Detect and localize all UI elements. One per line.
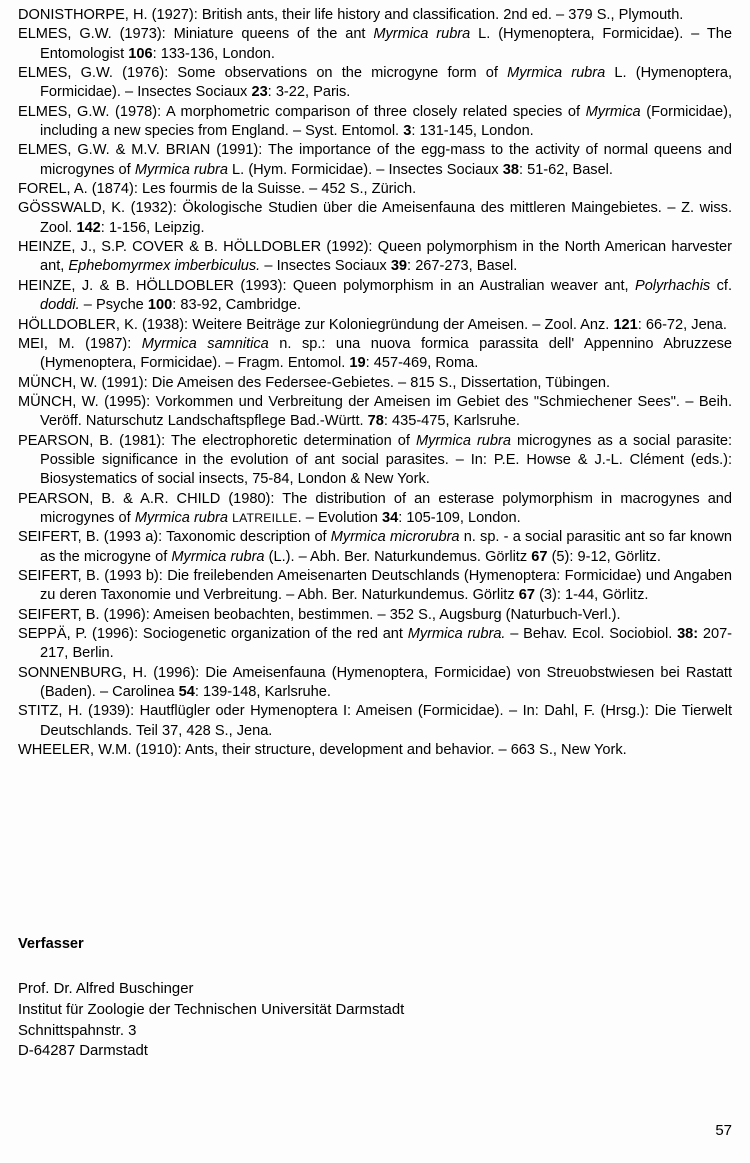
reference-entry: SONNENBURG, H. (1996): Die Ameisenfauna (Hymenoptera, Formicidae) von Streuobstwiesen bei Rastatt (Baden). – Carolinea 54: 139-148, Karlsruhe. — [18, 664, 732, 701]
reference-entry: WHEELER, W.M. (1910): Ants, their structure, development and behavior. – 663 S., New York. — [18, 742, 627, 759]
author-address-line: Prof. Dr. Alfred Buschinger — [18, 981, 194, 998]
page-number: 57 — [715, 1122, 732, 1139]
reference-entry: ELMES, G.W. (1978): A morphometric comparison of three closely related species of Myrmica (Formicidae), including a new species from England. – Syst. Entomol. 3: 131-145, London. — [18, 103, 732, 140]
author-address-line: Schnittspahnstr. 3 — [18, 1022, 137, 1039]
author-section — [18, 935, 618, 1062]
reference-list — [18, 6, 732, 760]
reference-entry: STITZ, H. (1939): Hautflügler oder Hymenoptera I: Ameisen (Formicidae). – In: Dahl, F. (Hrsg.): Die Tierwelt Deutschlands. Teil 37, 428 S., Jena. — [18, 703, 732, 739]
reference-entry: ELMES, G.W. & M.V. BRIAN (1991): The importance of the egg-mass to the activity of normal queens and microgynes of Myrmica rubra L. (Hym. Formicidae). – Insectes Sociaux 38: 51-62, Basel. — [18, 142, 732, 178]
reference-entry: DONISTHORPE, H. (1927): British ants, their life history and classification. 2nd ed. – 379 S., Plymouth. — [18, 7, 684, 23]
author-address — [18, 979, 618, 1061]
reference-entry: ELMES, G.W. (1976): Some observations on the microgyne form of Myrmica rubra L. (Hymenoptera, Formicidae). – Insectes Sociaux 23: 3-22, Paris. — [18, 65, 732, 101]
reference-entry: HEINZE, J., S.P. COVER & B. HÖLLDOBLER (1992): Queen polymorphism in the North American harvester ant, Ephebomyrmex imberbiculus. – Insectes Sociaux 39: 267-273, Basel. — [18, 239, 732, 275]
author-address-line: Institut für Zoologie der Technischen Universität Darmstadt — [18, 1001, 405, 1018]
reference-entry: FOREL, A. (1874): Les fourmis de la Suisse. – 452 S., Zürich. — [18, 181, 417, 198]
reference-entry: SEPPÄ, P. (1996): Sociogenetic organization of the red ant Myrmica rubra. – Behav. Ecol. Sociobiol. 38: 207-217, Berlin. — [18, 626, 733, 662]
reference-entry: MÜNCH, W. (1995): Vorkommen und Verbreitung der Ameisen im Gebiet des "Schmiechener Sees". – Beih. Veröff. Naturschutz Landschaftspflege Bad.-Württ. 78: 435-475, Karlsruhe. — [18, 393, 732, 430]
reference-entry: GÖSSWALD, K. (1932): Ökologische Studien über die Ameisenfauna des mittleren Maingebietes. – Z. wiss. Zool. 142: 1-156, Leipzig. — [18, 200, 732, 236]
reference-entry: SEIFERT, B. (1993 a): Taxonomic description of Myrmica microrubra n. sp. - a social parasitic ant so far known as the microgyne of Myrmica rubra (L.). – Abh. Ber. Naturkundemus. Görlitz 67 (5): 9-12, Görlitz. — [18, 529, 732, 565]
author-address-line: D-64287 Darmstadt — [18, 1043, 148, 1060]
reference-entry: PEARSON, B. (1981): The electrophoretic determination of Myrmica rubra microgynes as a social parasite: Possible significance in the evolution of ant social parasites. – In: P.E. Howse & J.-L. Clément (eds.): Biosystematics of social insects, 75-84, London & New York. — [18, 432, 733, 488]
reference-entry: MÜNCH, W. (1991): Die Ameisen des Federsee-Gebietes. – 815 S., Dissertation, Tübingen. — [18, 374, 611, 391]
author-section-heading: Verfasser — [18, 936, 84, 952]
reference-entry: HEINZE, J. & B. HÖLLDOBLER (1993): Queen polymorphism in an Australian weaver ant, Polyrhachis cf. doddi. – Psyche 100: 83-92, Cambridge. — [18, 277, 732, 314]
reference-entry: SEIFERT, B. (1996): Ameisen beobachten, bestimmen. – 352 S., Augsburg (Naturbuch-Verl.). — [18, 606, 621, 623]
reference-entry: PEARSON, B. & A.R. CHILD (1980): The distribution of an esterase polymorphism in macrogynes and microgynes of Myrmica rubra LATREILLE. – Evolution 34: 105-109, London. — [18, 490, 732, 526]
reference-entry: MEI, M. (1987): Myrmica samnitica n. sp.: una nuova formica parassita dell' Appennino Abruzzese (Hymenoptera, Formicidae). – Fragm. Entomol. 19: 457-469, Roma. — [18, 335, 732, 372]
reference-entry: SEIFERT, B. (1993 b): Die freilebenden Ameisenarten Deutschlands (Hymenoptera: Formicidae) und Angaben zu deren Taxonomie und Verbreitung. – Abh. Ber. Naturkundemus. Görlitz 67 (3): 1-44, Görlitz. — [18, 567, 732, 604]
reference-entry: ELMES, G.W. (1973): Miniature queens of the ant Myrmica rubra L. (Hymenoptera, Formicidae). – The Entomologist 106: 133-136, London. — [18, 26, 732, 62]
reference-entry: HÖLLDOBLER, K. (1938): Weitere Beiträge zur Koloniegründung der Ameisen. – Zool. Anz. 121: 66-72, Jena. — [18, 316, 727, 333]
